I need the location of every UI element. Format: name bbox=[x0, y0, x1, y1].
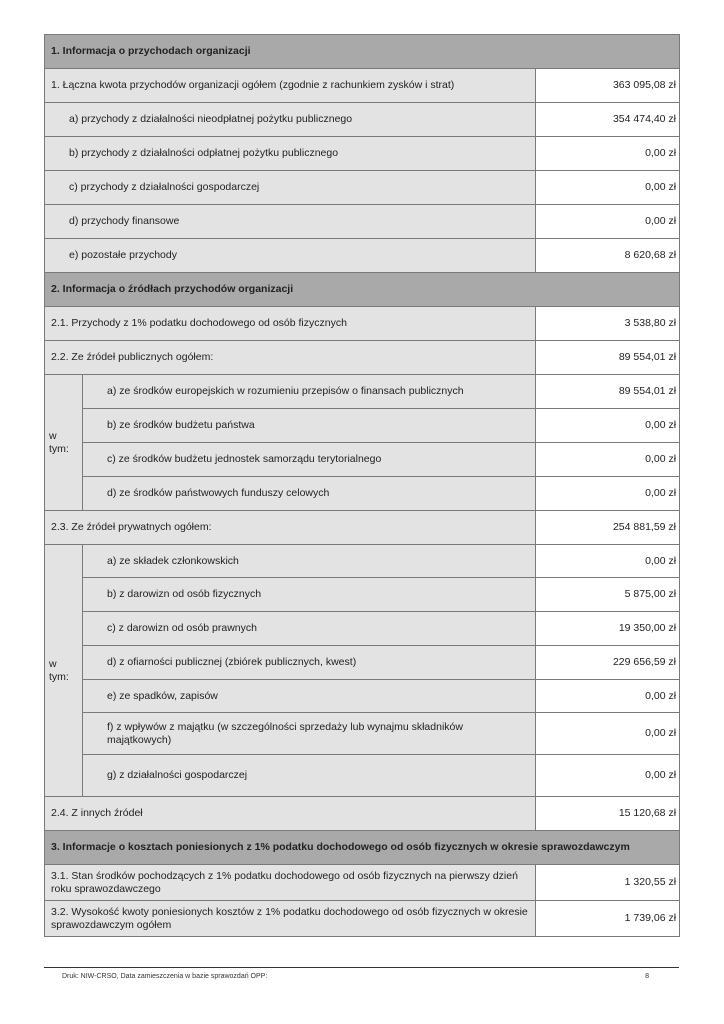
public-sources-label: 2.2. Ze źródeł publicznych ogółem: bbox=[45, 341, 536, 375]
report-page bbox=[44, 34, 679, 937]
private-sources-label: 2.3. Ze źródeł prywatnych ogółem: bbox=[45, 511, 536, 545]
private-sources-value: 254 881,59 zł bbox=[536, 511, 680, 545]
private-item-value: 5 875,00 zł bbox=[536, 578, 680, 612]
table-row bbox=[45, 646, 680, 680]
revenue-item-value: 0,00 zł bbox=[536, 171, 680, 205]
section-2-header bbox=[45, 273, 680, 307]
private-item-label: f) z wpływów z majątku (w szczególności sprzedaży lub wynajmu składników majątkowych) bbox=[83, 713, 536, 755]
section-2-title: 2. Informacja o źródłach przychodów organizacji bbox=[45, 273, 680, 307]
table-row bbox=[45, 680, 680, 713]
section-1-title: 1. Informacja o przychodach organizacji bbox=[45, 35, 680, 69]
table-row bbox=[45, 477, 680, 511]
public-sources-value: 89 554,01 zł bbox=[536, 341, 680, 375]
page-number: 8 bbox=[645, 973, 649, 980]
table-row bbox=[45, 205, 680, 239]
table-row bbox=[45, 865, 680, 901]
opening-balance-label: 3.1. Stan środków pochodzących z 1% podatku dochodowego od osób fizycznych na pierwszy dzień roku sprawozdawczego bbox=[45, 865, 536, 901]
private-item-label: g) z działalności gospodarczej bbox=[83, 755, 536, 797]
other-sources-label: 2.4. Z innych źródeł bbox=[45, 797, 536, 831]
revenue-item-label: b) przychody z działalności odpłatnej pożytku publicznego bbox=[45, 137, 536, 171]
public-item-label: c) ze środków budżetu jednostek samorządu terytorialnego bbox=[83, 443, 536, 477]
revenue-item-label: e) pozostałe przychody bbox=[45, 239, 536, 273]
page-footer bbox=[44, 967, 679, 980]
revenue-report-table bbox=[44, 34, 680, 937]
private-item-value: 0,00 zł bbox=[536, 680, 680, 713]
table-row bbox=[45, 901, 680, 937]
in-which-label: w tym: bbox=[45, 375, 83, 511]
private-item-value: 0,00 zł bbox=[536, 755, 680, 797]
section-3-header bbox=[45, 831, 680, 865]
revenue-item-label: c) przychody z działalności gospodarczej bbox=[45, 171, 536, 205]
public-item-label: a) ze środków europejskich w rozumieniu przepisów o finansach publicznych bbox=[83, 375, 536, 409]
public-item-value: 0,00 zł bbox=[536, 477, 680, 511]
table-row bbox=[45, 69, 680, 103]
revenue-item-value: 8 620,68 zł bbox=[536, 239, 680, 273]
one-percent-label: 2.1. Przychody z 1% podatku dochodowego od osób fizycznych bbox=[45, 307, 536, 341]
revenue-item-value: 354 474,40 zł bbox=[536, 103, 680, 137]
total-revenue-label: 1. Łączna kwota przychodów organizacji ogółem (zgodnie z rachunkiem zysków i strat) bbox=[45, 69, 536, 103]
other-sources-value: 15 120,68 zł bbox=[536, 797, 680, 831]
table-row bbox=[45, 409, 680, 443]
table-row bbox=[45, 713, 680, 755]
private-item-value: 19 350,00 zł bbox=[536, 612, 680, 646]
table-row bbox=[45, 578, 680, 612]
private-item-value: 0,00 zł bbox=[536, 545, 680, 578]
table-row bbox=[45, 797, 680, 831]
private-item-label: e) ze spadków, zapisów bbox=[83, 680, 536, 713]
table-row bbox=[45, 341, 680, 375]
private-item-value: 229 656,59 zł bbox=[536, 646, 680, 680]
section-1-header bbox=[45, 35, 680, 69]
section-3-title: 3. Informacje o kosztach poniesionych z 1% podatku dochodowego od osób fizycznych w okresie sprawozdawczym bbox=[45, 831, 680, 865]
in-which-label: w tym: bbox=[45, 545, 83, 797]
one-percent-value: 3 538,80 zł bbox=[536, 307, 680, 341]
table-row bbox=[45, 103, 680, 137]
table-row bbox=[45, 545, 680, 578]
table-row bbox=[45, 375, 680, 409]
opening-balance-value: 1 320,55 zł bbox=[536, 865, 680, 901]
revenue-item-label: a) przychody z działalności nieodpłatnej pożytku publicznego bbox=[45, 103, 536, 137]
table-row bbox=[45, 511, 680, 545]
public-item-value: 0,00 zł bbox=[536, 409, 680, 443]
public-item-label: b) ze środków budżetu państwa bbox=[83, 409, 536, 443]
table-row bbox=[45, 443, 680, 477]
table-row bbox=[45, 171, 680, 205]
revenue-item-value: 0,00 zł bbox=[536, 205, 680, 239]
table-row bbox=[45, 307, 680, 341]
footer-print-info: Druk: NIW-CRSO, Data zamieszczenia w bazie sprawozdań OPP: bbox=[62, 973, 268, 980]
table-row bbox=[45, 755, 680, 797]
private-item-label: c) z darowizn od osób prawnych bbox=[83, 612, 536, 646]
private-item-label: a) ze składek członkowskich bbox=[83, 545, 536, 578]
private-item-label: b) z darowizn od osób fizycznych bbox=[83, 578, 536, 612]
revenue-item-value: 0,00 zł bbox=[536, 137, 680, 171]
total-revenue-value: 363 095,08 zł bbox=[536, 69, 680, 103]
private-item-value: 0,00 zł bbox=[536, 713, 680, 755]
costs-total-label: 3.2. Wysokość kwoty poniesionych kosztów z 1% podatku dochodowego od osób fizycznych w okresie sprawozdawczym ogółem bbox=[45, 901, 536, 937]
revenue-item-label: d) przychody finansowe bbox=[45, 205, 536, 239]
private-item-label: d) z ofiarności publicznej (zbiórek publicznych, kwest) bbox=[83, 646, 536, 680]
costs-total-value: 1 739,06 zł bbox=[536, 901, 680, 937]
table-row bbox=[45, 239, 680, 273]
table-row bbox=[45, 612, 680, 646]
public-item-label: d) ze środków państwowych funduszy celowych bbox=[83, 477, 536, 511]
public-item-value: 89 554,01 zł bbox=[536, 375, 680, 409]
public-item-value: 0,00 zł bbox=[536, 443, 680, 477]
table-row bbox=[45, 137, 680, 171]
